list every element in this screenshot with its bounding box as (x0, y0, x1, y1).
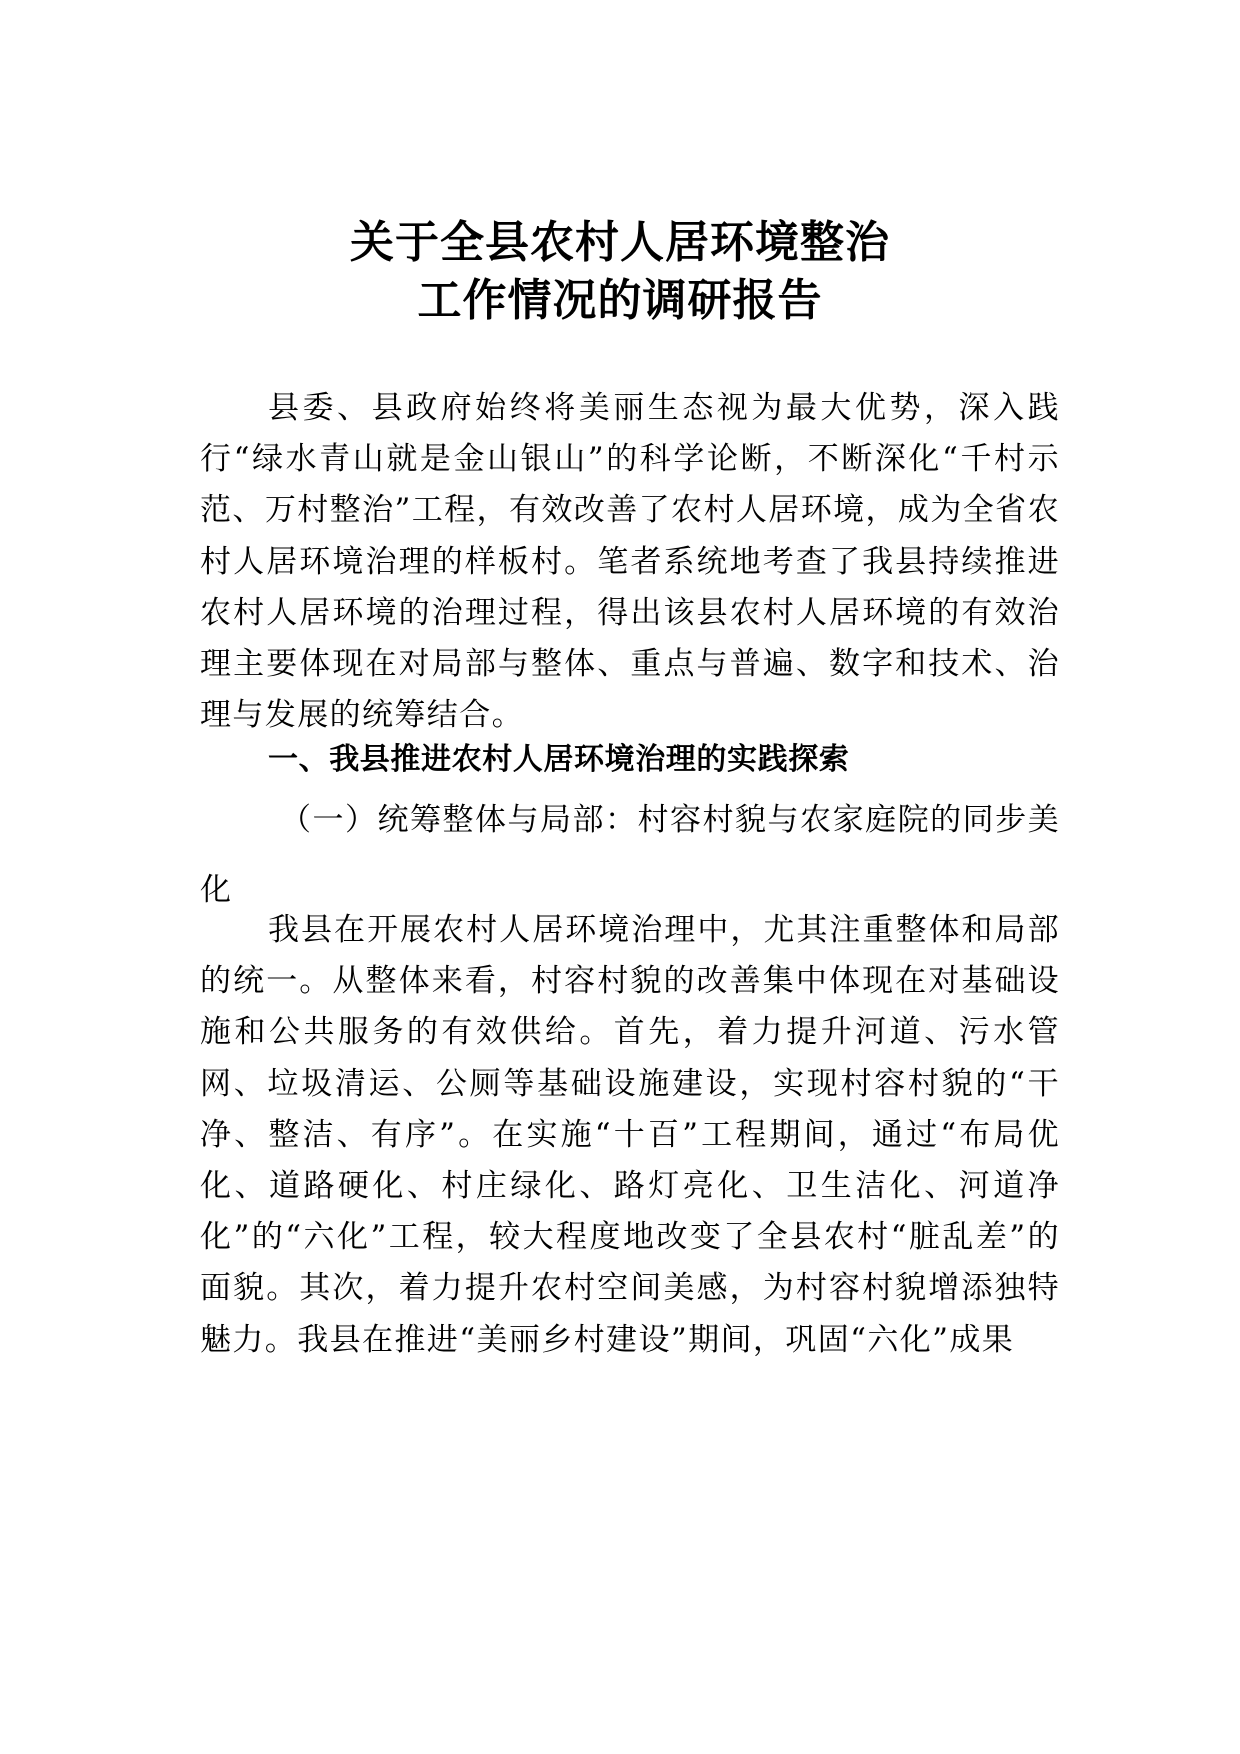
intro-section (200, 383, 1060, 741)
body-paragraph: 我县在开展农村人居环境治理中，尤其注重整体和局部的统一。从整体来看，村容村貌的改善集中体现在对基础设施和公共服务的有效供给。首先，着力提升河道、污水管网、垃圾清运、公厕等基础设施建设，实现村容村貌的“干净、整洁、有序”。在实施“十百”工程期间，通过“布局优化、道路硬化、村庄绿化、路灯亮化、卫生洁化、河道净化”的“六化”工程，较大程度地改变了全县农村“脏乱差”的面貌。其次，着力提升农村空间美感，为村容村貌增添独特魅力。我县在推进“美丽乡村建设”期间，巩固“六化”成果 (200, 912, 1060, 1358)
body-section (200, 905, 1060, 1366)
intro-paragraph: 县委、县政府始终将美丽生态视为最大优势，深入践行“绿水青山就是金山银山”的科学论断，不断深化“千村示范、万村整治”工程，有效改善了农村人居环境，成为全省农村人居环境治理的样板村。笔者系统地考查了我县持续推进农村人居环境的治理过程，得出该县农村人居环境的有效治理主要体现在对局部与整体、重点与普遍、数字和技术、治理与发展的统筹结合。 (200, 390, 1060, 734)
document-title-line-1: 关于全县农村人居环境整治 (350, 217, 890, 268)
subsection-heading: （一）统筹整体与局部：村容村貌与农家庭院的同步美化 (200, 802, 1060, 908)
section-heading: 一、我县推进农村人居环境治理的实践探索 (268, 742, 850, 777)
document-title-line-2: 工作情况的调研报告 (417, 275, 823, 326)
